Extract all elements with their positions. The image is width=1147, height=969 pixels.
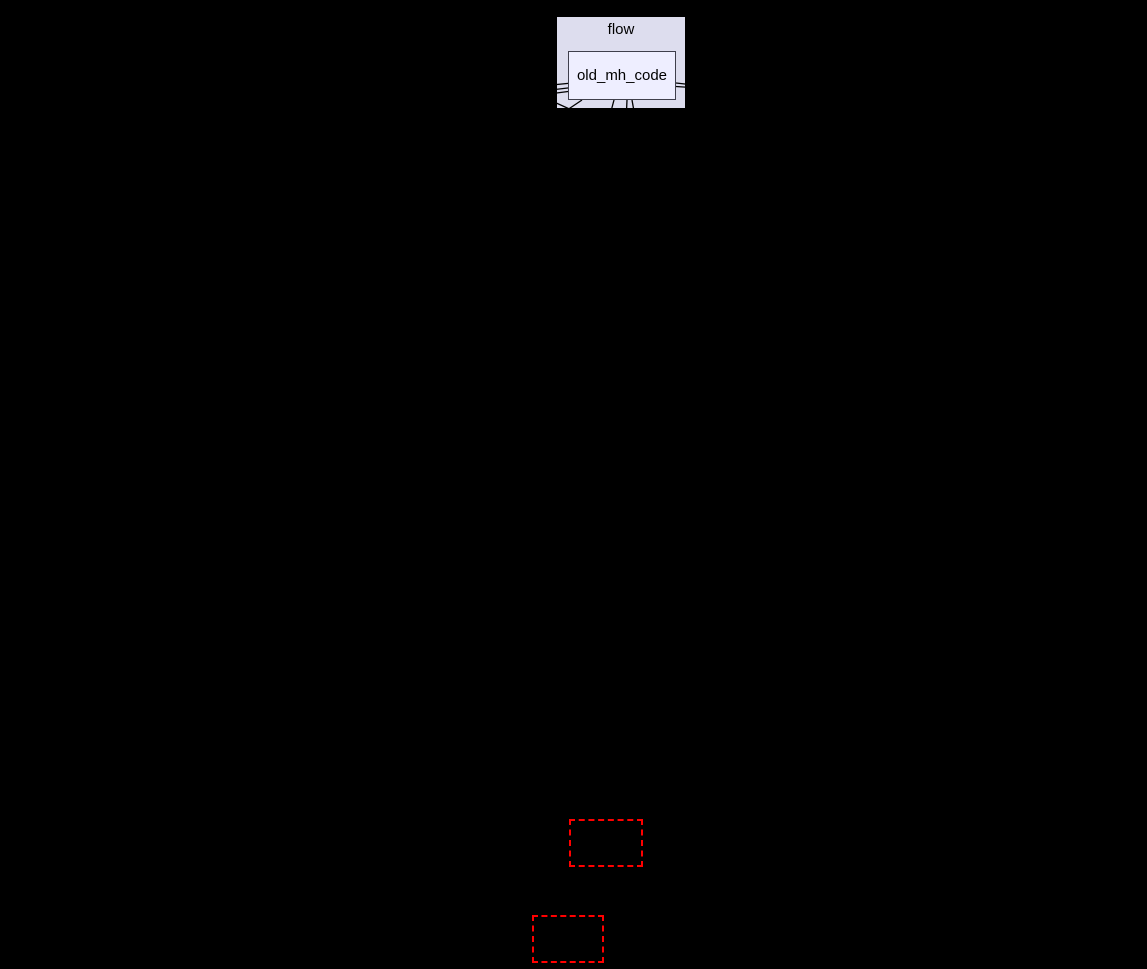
- edge-right-2: [676, 87, 820, 97]
- edge-left-1: [440, 83, 572, 96]
- edge-left-3: [440, 91, 572, 108]
- truncated-node-2[interactable]: [532, 915, 604, 963]
- edge-right-1: [676, 83, 820, 99]
- cluster-flow-label[interactable]: flow: [607, 21, 635, 38]
- truncated-node-1[interactable]: [569, 819, 643, 867]
- node-old-mh-code[interactable]: old_mh_code: [568, 51, 676, 100]
- edge-left-2: [440, 88, 572, 104]
